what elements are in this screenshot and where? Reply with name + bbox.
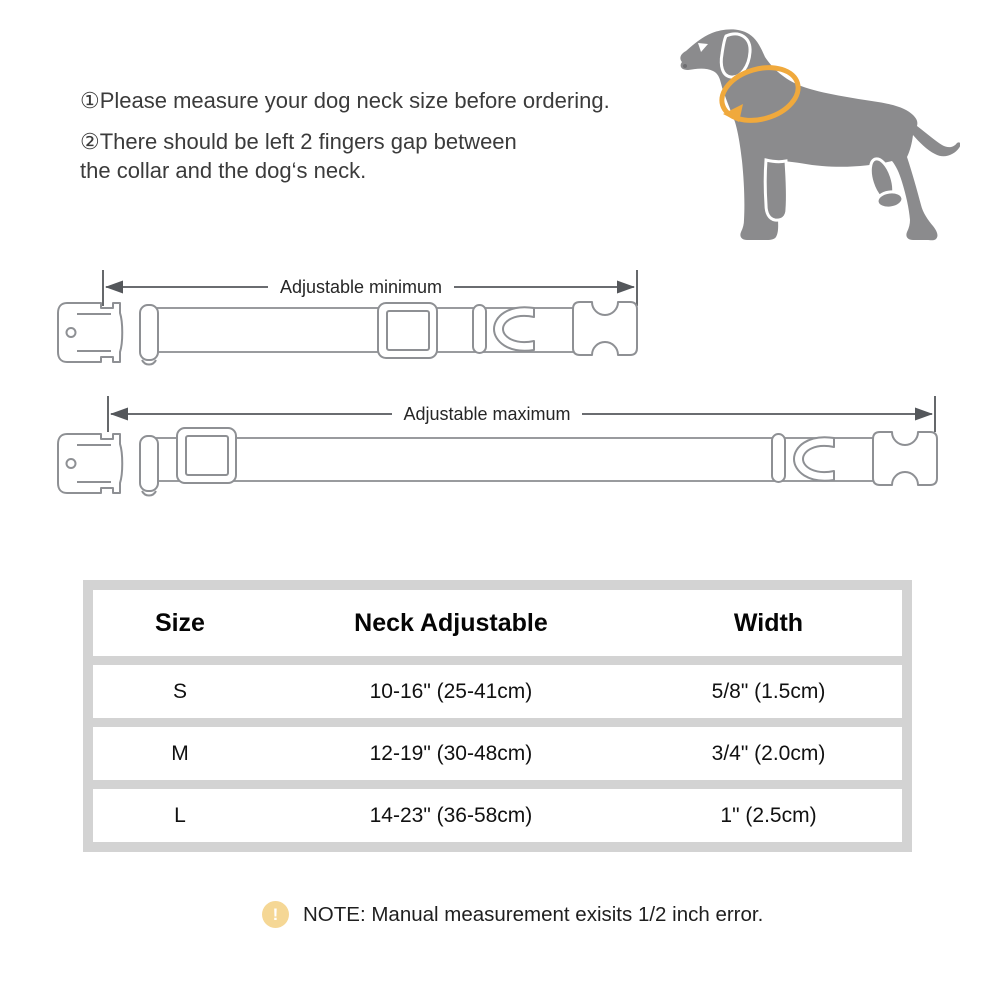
dog-illustration-svg xyxy=(650,10,960,250)
triglide-slider-icon xyxy=(177,428,236,483)
measuring-instructions xyxy=(80,86,610,197)
strap-keeper-icon xyxy=(473,305,486,353)
instruction-step-2-line2: the collar and the dog‘s neck. xyxy=(80,158,367,183)
instruction-step-1 xyxy=(80,86,610,115)
header-cell-width: Width xyxy=(733,608,804,637)
side-release-buckle-male-icon xyxy=(573,302,637,355)
dog-nose-dot xyxy=(683,64,687,68)
table-header-row xyxy=(93,590,902,656)
cell-width: 5/8" (1.5cm) xyxy=(711,679,826,703)
table-row-l xyxy=(93,789,902,842)
dim-arrow-right-icon xyxy=(915,408,933,421)
strap-keeper-icon xyxy=(772,434,785,482)
note-text: NOTE: Manual measurement exisits 1/2 inch error. xyxy=(303,902,764,926)
collar-maximum-svg xyxy=(40,392,960,512)
cell-size: M xyxy=(171,741,189,765)
cell-neck: 12-19" (30-48cm) xyxy=(369,741,533,765)
header-cell-size: Size xyxy=(154,608,205,637)
collar-diagram-minimum xyxy=(40,262,660,382)
side-release-buckle-male-icon xyxy=(873,432,937,485)
table-row-s xyxy=(93,665,902,718)
instruction-step-2 xyxy=(80,127,610,185)
cell-neck: 10-16" (25-41cm) xyxy=(369,679,533,703)
dim-arrow-right-icon xyxy=(617,281,635,294)
side-release-buckle-female-icon xyxy=(58,303,158,365)
dim-arrow-left-icon xyxy=(110,408,128,421)
side-release-buckle-female-icon xyxy=(58,434,158,496)
collar-diagram-maximum xyxy=(40,392,960,512)
cell-width: 3/4" (2.0cm) xyxy=(711,741,826,765)
header-cell-neck-adjustable: Neck Adjustable xyxy=(354,608,548,637)
adjustable-minimum-label: Adjustable minimum xyxy=(279,277,443,297)
triglide-slider-icon xyxy=(378,303,437,358)
adjustable-maximum-label: Adjustable maximum xyxy=(403,404,571,424)
cell-size: L xyxy=(174,803,186,827)
cell-neck: 14-23" (36-58cm) xyxy=(369,803,533,827)
cell-width: 1" (2.5cm) xyxy=(720,803,817,827)
measurement-note xyxy=(262,901,763,928)
dim-arrow-left-icon xyxy=(105,281,123,294)
table-row-m xyxy=(93,727,902,780)
dog-neck-measurement-illustration xyxy=(650,10,960,250)
cell-size: S xyxy=(172,679,187,703)
instruction-step-2-line1: ②There should be left 2 fingers gap between xyxy=(80,129,517,154)
collar-minimum-svg xyxy=(40,262,660,382)
exclamation-icon: ! xyxy=(262,901,289,928)
instruction-step-1-text: ①Please measure your dog neck size before ordering. xyxy=(80,88,610,113)
dog-far-front-leg xyxy=(765,160,787,220)
size-chart-table xyxy=(83,580,912,852)
